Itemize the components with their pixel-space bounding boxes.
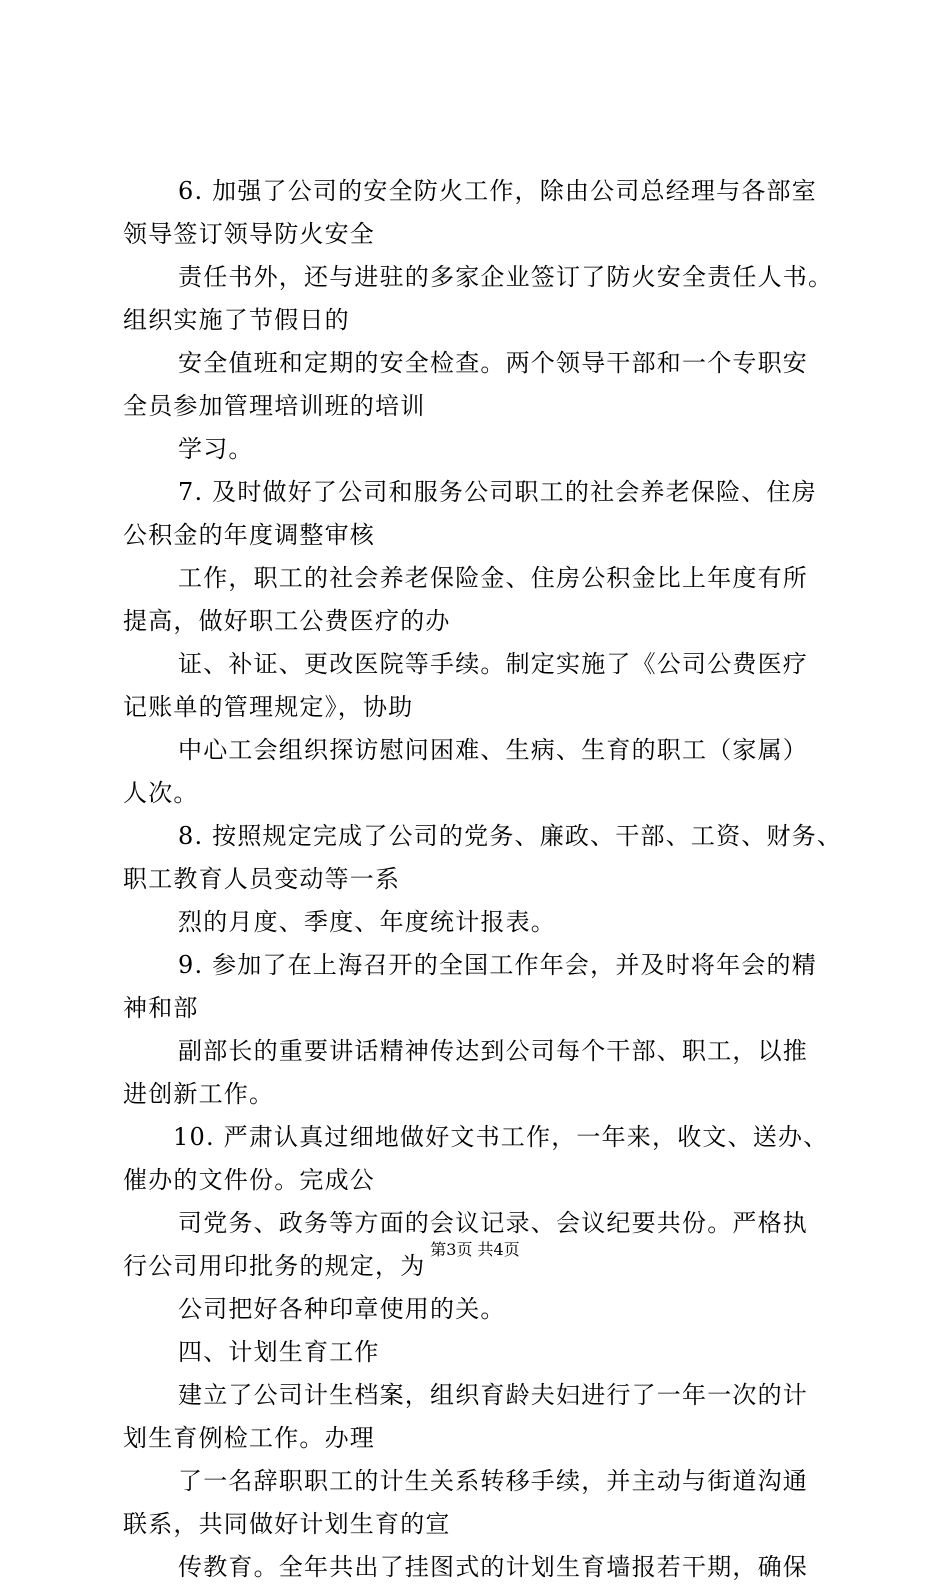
text-line: 记账单的管理规定》，协助 bbox=[123, 693, 414, 721]
text-line: 联系，共同做好计划生育的宣 bbox=[123, 1510, 451, 1538]
document-body bbox=[123, 170, 843, 1589]
text-line: 全员参加管理培训班的培训 bbox=[123, 392, 426, 420]
text-line: 领导签订领导防火安全 bbox=[123, 220, 375, 248]
text-line: 组织实施了节假日的 bbox=[123, 306, 350, 334]
text-line: 9. 参加了在上海召开的全国工作年会，并及时将年会的精 bbox=[178, 951, 817, 979]
text-line: 划生育例检工作。办理 bbox=[123, 1424, 375, 1452]
text-line: 进创新工作。 bbox=[123, 1080, 275, 1108]
text-line: 6. 加强了公司的安全防火工作，除由公司总经理与各部室 bbox=[178, 177, 817, 205]
text-line: 中心工会组织探访慰问困难、生病、生育的职工（家属） bbox=[178, 736, 808, 764]
text-line: 学习。 bbox=[178, 435, 254, 463]
text-line: 行公司用印批务的规定，为 bbox=[123, 1252, 426, 1280]
text-line: 10. 严肃认真过细地做好文书工作，一年来，收文、送办、 bbox=[173, 1123, 829, 1151]
text-line: 证、补证、更改医院等手续。制定实施了《公司公费医疗 bbox=[178, 650, 808, 678]
text-line: 8. 按照规定完成了公司的党务、廉政、干部、工资、财务、 bbox=[178, 822, 843, 850]
text-line: 公积金的年度调整审核 bbox=[123, 521, 375, 549]
text-line: 安全值班和定期的安全检查。两个领导干部和一个专职安 bbox=[178, 349, 808, 377]
text-line: 公司把好各种印章使用的关。 bbox=[178, 1295, 506, 1323]
section-heading: 四、计划生育工作 bbox=[178, 1338, 380, 1366]
text-line: 司党务、政务等方面的会议记录、会议纪要共份。严格执 bbox=[178, 1209, 808, 1237]
text-line: 烈的月度、季度、年度统计报表。 bbox=[178, 908, 556, 936]
text-line: 传教育。全年共出了挂图式的计划生育墙报若干期，确保 bbox=[178, 1553, 808, 1581]
text-line: 提高，做好职工公费医疗的办 bbox=[123, 607, 451, 635]
page-footer: 第3页 共4页 bbox=[430, 1240, 520, 1259]
text-line: 建立了公司计生档案，组织育龄夫妇进行了一年一次的计 bbox=[178, 1381, 808, 1409]
text-line: 人次。 bbox=[123, 779, 199, 807]
text-line: 了一名辞职职工的计生关系转移手续，并主动与街道沟通 bbox=[178, 1467, 808, 1495]
text-line: 工作，职工的社会养老保险金、住房公积金比上年度有所 bbox=[178, 564, 808, 592]
text-line: 职工教育人员变动等一系 bbox=[123, 865, 401, 893]
text-line: 副部长的重要讲话精神传达到公司每个干部、职工，以推 bbox=[178, 1037, 808, 1065]
text-line: 7. 及时做好了公司和服务公司职工的社会养老保险、住房 bbox=[178, 478, 817, 506]
text-line: 神和部 bbox=[123, 994, 199, 1022]
text-line: 催办的文件份。完成公 bbox=[123, 1166, 375, 1194]
text-line: 责任书外，还与进驻的多家企业签订了防火安全责任人书。 bbox=[178, 263, 834, 291]
